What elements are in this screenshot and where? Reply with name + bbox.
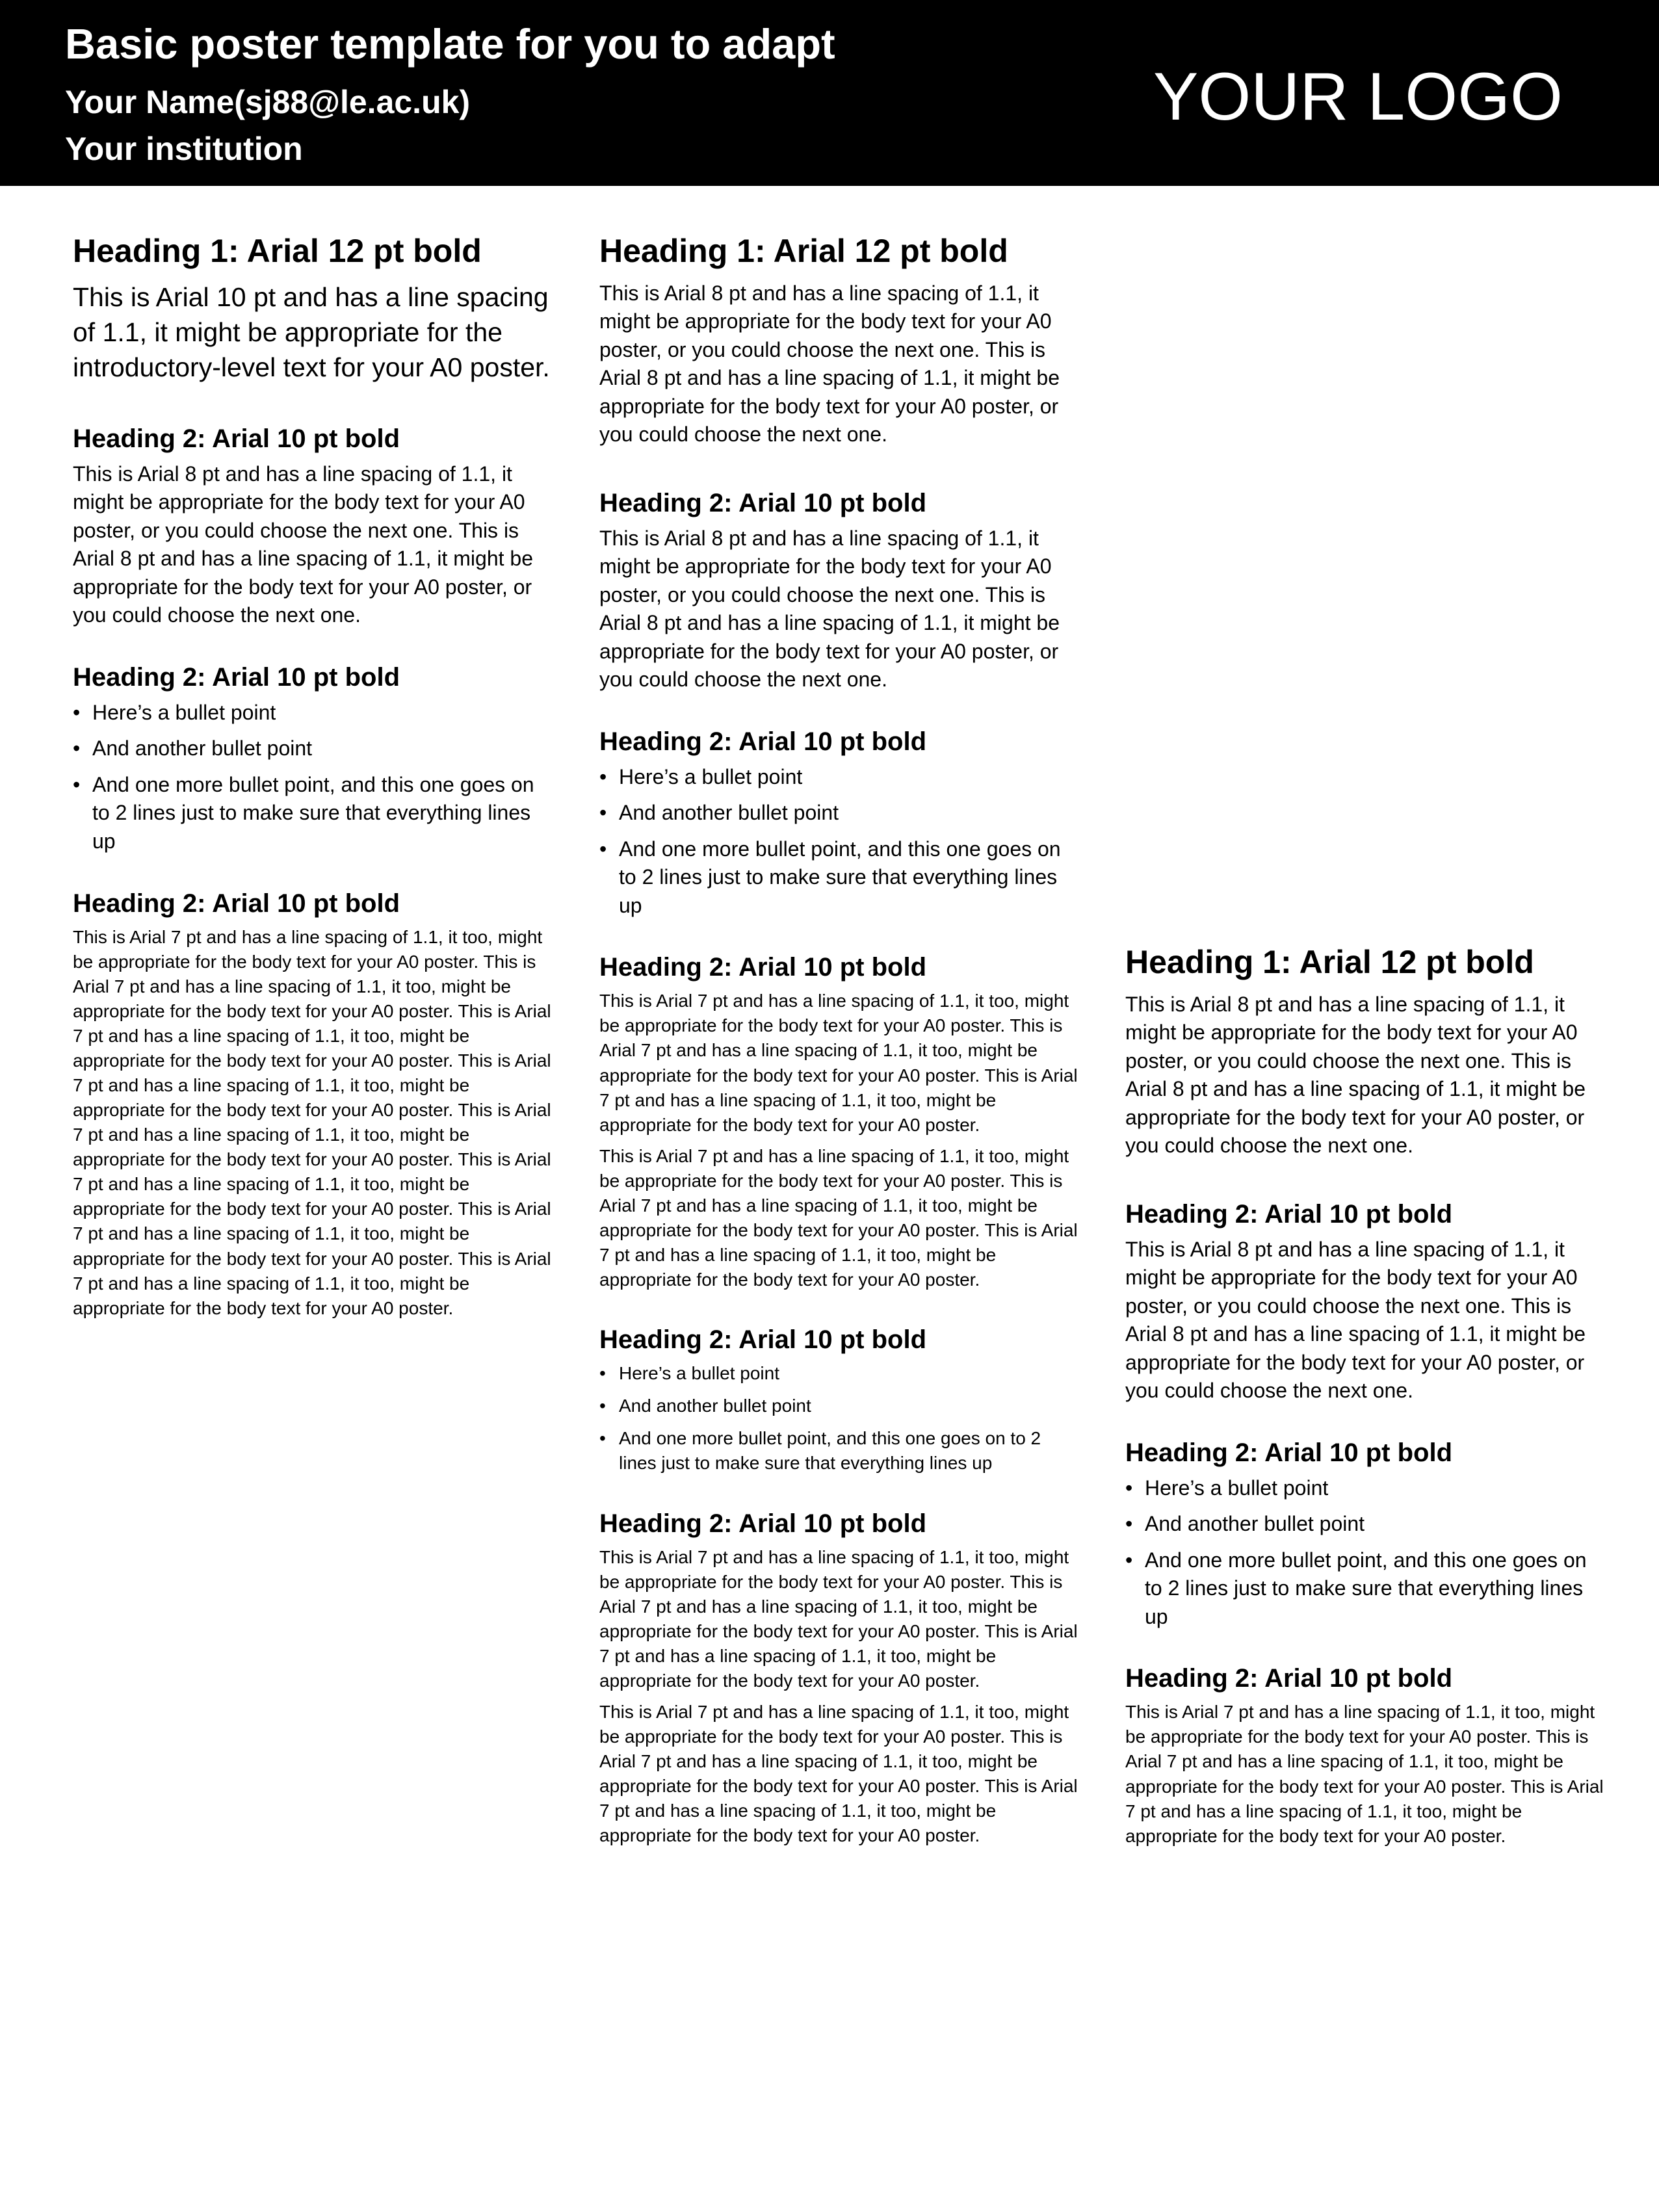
column-1 bbox=[73, 233, 554, 1360]
small-body-text: This is Arial 7 pt and has a line spacing of 1.1, it too, might be appropriate for the body text for your A0 poster. This is Arial 7 pt and has a line spacing of 1.1, it too, might be appropriate for the body text for your A0 poster. This is Arial 7 pt and has a line spacing of 1.1, it too, might be appropriate for the body text for your A0 poster. bbox=[599, 1145, 1078, 1290]
bullet-icon: • bbox=[1125, 1512, 1133, 1536]
bullet-icon: • bbox=[599, 764, 607, 788]
column-3 bbox=[1125, 944, 1606, 1888]
heading-1: Heading 1: Arial 12 pt bold bbox=[599, 233, 1008, 269]
heading-2: Heading 2: Arial 10 pt bold bbox=[599, 727, 927, 756]
heading-2: Heading 2: Arial 10 pt bold bbox=[1125, 1664, 1453, 1693]
bullet-icon: • bbox=[599, 1396, 606, 1416]
bullet-icon: • bbox=[599, 1428, 606, 1449]
bullet-icon: • bbox=[73, 736, 81, 761]
col1-section-body bbox=[73, 424, 554, 630]
bullet-item: • Here’s a bullet point bbox=[599, 1361, 1080, 1386]
col3-section-body bbox=[1125, 1199, 1606, 1405]
bullet-icon: • bbox=[599, 801, 607, 825]
heading-2: Heading 2: Arial 10 pt bold bbox=[599, 1509, 927, 1538]
col1-section-small bbox=[73, 889, 554, 1321]
bullet-icon: • bbox=[73, 700, 81, 724]
heading-1: Heading 1: Arial 12 pt bold bbox=[73, 233, 482, 269]
heading-2: Heading 2: Arial 10 pt bold bbox=[73, 889, 400, 918]
col1-section-intro bbox=[73, 233, 554, 385]
bullet-item: • And another bullet point bbox=[599, 799, 1080, 827]
bullet-list bbox=[73, 699, 554, 856]
heading-2: Heading 2: Arial 10 pt bold bbox=[73, 424, 400, 453]
heading-2: Heading 2: Arial 10 pt bold bbox=[1125, 1199, 1453, 1229]
small-body-text: This is Arial 7 pt and has a line spacing of 1.1, it too, might be appropriate for the body text for your A0 poster. This is Arial 7 pt and has a line spacing of 1.1, it too, might be appropriate for the body text for your A0 poster. This is Arial 7 pt and has a line spacing of 1.1, it too, might be appropriate for the body text for your A0 poster. bbox=[599, 1546, 1078, 1691]
bullet-list bbox=[1125, 1474, 1606, 1632]
bullet-icon: • bbox=[1125, 1548, 1133, 1572]
col3-section-bullets bbox=[1125, 1438, 1606, 1632]
col3-section-small bbox=[1125, 1663, 1606, 1848]
body-text: This is Arial 8 pt and has a line spacing of 1.1, it might be appropriate for the body text for your A0 poster, or you could choose the next one. This is Arial 8 pt and has a line spacing of 1.1, it might be appropriate for the body text for your A0 poster, or you could choose the next one. bbox=[1125, 1237, 1586, 1403]
bullet-item: • And another bullet point bbox=[1125, 1510, 1606, 1539]
bullet-icon: • bbox=[599, 837, 607, 861]
bullet-list bbox=[599, 1361, 1080, 1476]
small-body-text: This is Arial 7 pt and has a line spacing of 1.1, it too, might be appropriate for the body text for your A0 poster. This is Arial 7 pt and has a line spacing of 1.1, it too, might be appropriate for the body text for your A0 poster. This is Arial 7 pt and has a line spacing of 1.1, it too, might be appropriate for the body text for your A0 poster. bbox=[599, 991, 1078, 1135]
bullet-item: • And one more bullet point, and this one goes on to 2 lines just to make sure that everything lines up bbox=[599, 835, 1080, 920]
heading-2: Heading 2: Arial 10 pt bold bbox=[1125, 1438, 1453, 1467]
heading-2: Heading 2: Arial 10 pt bold bbox=[599, 1325, 927, 1355]
header-banner bbox=[0, 0, 1659, 186]
body-text: This is Arial 8 pt and has a line spacing of 1.1, it might be appropriate for the body text for your A0 poster, or you could choose the next one. This is Arial 8 pt and has a line spacing of 1.1, it might be appropriate for the body text for your A0 poster, or you could choose the next one. bbox=[1125, 992, 1586, 1158]
col2-section-intro bbox=[599, 233, 1080, 449]
bullet-list bbox=[599, 763, 1080, 920]
heading-1: Heading 1: Arial 12 pt bold bbox=[1125, 944, 1534, 980]
institution: Your institution bbox=[65, 131, 303, 167]
col2-section-body bbox=[599, 488, 1080, 694]
body-text: This is Arial 8 pt and has a line spacing of 1.1, it might be appropriate for the body text for your A0 poster, or you could choose the next one. This is Arial 8 pt and has a line spacing of 1.1, it might be appropriate for the body text for your A0 poster, or you could choose the next one. bbox=[73, 462, 533, 627]
bullet-item: • Here’s a bullet point bbox=[1125, 1474, 1606, 1503]
bullet-item: • And one more bullet point, and this one goes on to 2 lines just to make sure that everything lines up bbox=[1125, 1546, 1606, 1632]
col2-section-small-b bbox=[599, 1509, 1080, 1849]
column-2 bbox=[599, 233, 1080, 1887]
logo-placeholder: YOUR LOGO bbox=[1153, 59, 1563, 135]
intro-text: This is Arial 10 pt and has a line spacing of 1.1, it might be appropriate for the introductory-level text for your A0 poster. bbox=[73, 281, 550, 382]
body-text: This is Arial 8 pt and has a line spacing of 1.1, it might be appropriate for the body text for your A0 poster, or you could choose the next one. This is Arial 8 pt and has a line spacing of 1.1, it might be appropriate for the body text for your A0 poster, or you could choose the next one. bbox=[599, 281, 1060, 447]
author-name: Your Name(sj88@le.ac.uk) bbox=[65, 84, 471, 120]
col2-section-bullets bbox=[599, 727, 1080, 920]
body-text: This is Arial 8 pt and has a line spacing of 1.1, it might be appropriate for the body text for your A0 poster, or you could choose the next one. This is Arial 8 pt and has a line spacing of 1.1, it might be appropriate for the body text for your A0 poster, or you could choose the next one. bbox=[599, 526, 1060, 692]
bullet-item: • And one more bullet point, and this one goes on to 2 lines just to make sure that everything lines up bbox=[599, 1426, 1080, 1476]
bullet-icon: • bbox=[1125, 1476, 1133, 1500]
bullet-icon: • bbox=[73, 772, 81, 796]
bullet-item: • And one more bullet point, and this one goes on to 2 lines just to make sure that everything lines up bbox=[73, 771, 554, 856]
small-body-text: This is Arial 7 pt and has a line spacing of 1.1, it too, might be appropriate for the body text for your A0 poster. This is Arial 7 pt and has a line spacing of 1.1, it too, might be appropriate for the body text for your A0 poster. This is Arial 7 pt and has a line spacing of 1.1, it too, might be appropriate for the body text for your A0 poster. bbox=[599, 1701, 1078, 1846]
col1-section-bullets bbox=[73, 662, 554, 856]
col3-section-intro bbox=[1125, 944, 1606, 1160]
heading-2: Heading 2: Arial 10 pt bold bbox=[599, 953, 927, 982]
bullet-item: • Here’s a bullet point bbox=[73, 699, 554, 727]
bullet-item: • And another bullet point bbox=[73, 735, 554, 763]
heading-2: Heading 2: Arial 10 pt bold bbox=[599, 488, 927, 517]
bullet-item: • Here’s a bullet point bbox=[599, 763, 1080, 792]
col2-section-small-bullets bbox=[599, 1325, 1080, 1476]
bullet-item: • And another bullet point bbox=[599, 1394, 1080, 1418]
heading-2: Heading 2: Arial 10 pt bold bbox=[73, 662, 400, 692]
col2-section-small-a bbox=[599, 952, 1080, 1292]
bullet-icon: • bbox=[599, 1363, 606, 1384]
poster-title: Basic poster template for you to adapt bbox=[65, 20, 835, 68]
small-body-text: This is Arial 7 pt and has a line spacing of 1.1, it too, might be appropriate for the body text for your A0 poster. This is Arial 7 pt and has a line spacing of 1.1, it too, might be appropriate for the body text for your A0 poster. This is Arial 7 pt and has a line spacing of 1.1, it too, might be appropriate for the body text for your A0 poster. This is Arial 7 pt and has a line spacing of 1.1, it too, might be appropriate for the body text for your A0 poster. This is Arial 7 pt and has a line spacing of 1.1, it too, might be appropriate for the body text for your A0 poster. This is Arial 7 pt and has a line spacing of 1.1, it too, might be appropriate for the body text for your A0 poster. This is Arial 7 pt and has a line spacing of 1.1, it too, might be appropriate for the body text for your A0 poster. This is Arial 7 pt and has a line spacing of 1.1, it too, might be appropriate for the body text for your A0 poster. bbox=[73, 926, 551, 1318]
small-body-text: This is Arial 7 pt and has a line spacing of 1.1, it too, might be appropriate for the body text for your A0 poster. This is Arial 7 pt and has a line spacing of 1.1, it too, might be appropriate for the body text for your A0 poster. This is Arial 7 pt and has a line spacing of 1.1, it too, might be appropriate for the body text for your A0 poster. bbox=[1125, 1702, 1604, 1846]
